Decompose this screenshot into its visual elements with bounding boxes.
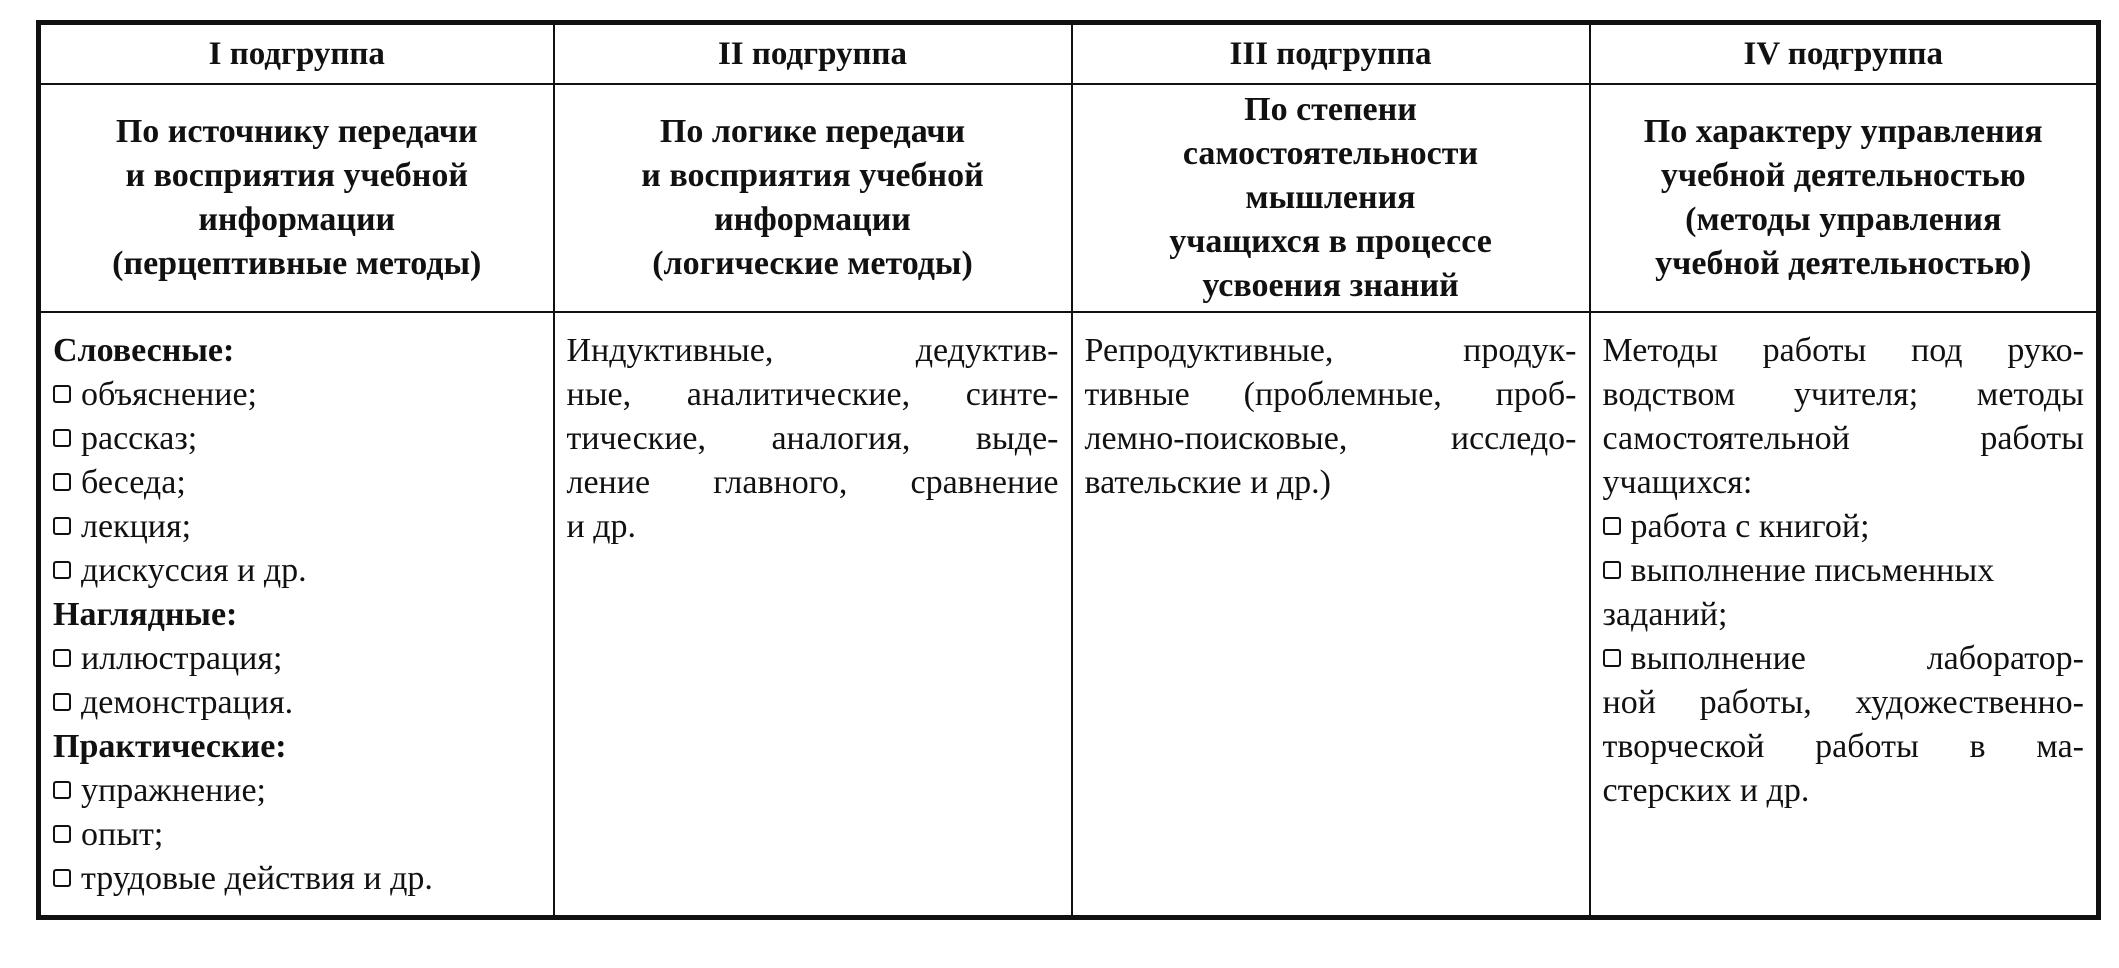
text-line: и др. bbox=[566, 508, 636, 545]
criterion-3-cell bbox=[1072, 84, 1590, 312]
text-line: вательские и др.) bbox=[1084, 464, 1331, 501]
list-item-continuation: творческой работы в ма- bbox=[1602, 728, 2084, 765]
hollow-square-bullet-icon bbox=[53, 781, 71, 799]
criterion-line: По источнику передачи bbox=[115, 113, 478, 150]
hollow-square-bullet-icon bbox=[53, 429, 71, 447]
criterion-line: и восприятия учебной bbox=[641, 157, 984, 194]
text-line: ление главного, сравнение bbox=[566, 464, 1059, 501]
criterion-line: По логике передачи bbox=[659, 113, 966, 150]
criterion-line: (методы управления bbox=[1685, 201, 2002, 238]
criterion-4-cell bbox=[1590, 84, 2099, 312]
subgroup-4-header: IV подгруппа bbox=[1590, 23, 2099, 85]
text-line: самостоятельной работы bbox=[1602, 420, 2084, 457]
criterion-line: усвоения знаний bbox=[1202, 267, 1459, 304]
hollow-square-bullet-icon bbox=[1603, 517, 1621, 535]
criterion-line: (логические методы) bbox=[652, 245, 973, 282]
subgroup-2-header: II подгруппа bbox=[554, 23, 1072, 85]
hollow-square-bullet-icon bbox=[53, 825, 71, 843]
list-item bbox=[1603, 549, 2085, 593]
text-line: тивные (проблемные, проб- bbox=[1084, 376, 1577, 413]
list-item-text: опыт; bbox=[81, 816, 164, 853]
hollow-square-bullet-icon bbox=[1603, 649, 1621, 667]
hollow-square-bullet-icon bbox=[53, 649, 71, 667]
text-line: лемно-поисковые, исследо- bbox=[1084, 420, 1577, 457]
hollow-square-bullet-icon bbox=[53, 473, 71, 491]
list-item-text: работа с книгой; bbox=[1630, 508, 1870, 545]
hollow-square-bullet-icon bbox=[53, 385, 71, 403]
list-item-text: лекция; bbox=[81, 508, 192, 545]
criterion-line: (перцептивные методы) bbox=[112, 245, 482, 282]
list-item bbox=[1603, 505, 2085, 549]
list-item-text: объяснение; bbox=[81, 376, 257, 413]
text-line: учащихся: bbox=[1602, 464, 1753, 501]
criterion-1-cell bbox=[39, 84, 554, 312]
subgroup-1-header: I подгруппа bbox=[39, 23, 554, 85]
criterion-line: и восприятия учебной bbox=[125, 157, 468, 194]
text-line: Методы работы под руко- bbox=[1602, 332, 2084, 369]
list-item-text: дискуссия и др. bbox=[81, 552, 307, 589]
list-item-text: упражнение; bbox=[81, 772, 266, 809]
list-item-text: выполнение лаборатор- bbox=[1630, 640, 2084, 677]
criterion-line: информации bbox=[714, 201, 911, 238]
list-item-text: иллюстрация; bbox=[81, 640, 283, 677]
methods-row bbox=[39, 312, 2099, 918]
teaching-methods-table bbox=[36, 20, 2101, 920]
category-verbal-title: Словесные: bbox=[53, 332, 235, 369]
list-item bbox=[53, 769, 541, 813]
hollow-square-bullet-icon bbox=[1603, 561, 1621, 579]
list-item bbox=[53, 549, 541, 593]
list-item bbox=[1603, 637, 2085, 681]
list-item-continuation: ной работы, художественно- bbox=[1602, 684, 2084, 721]
criterion-line: информации bbox=[198, 201, 396, 238]
list-item-text: рассказ; bbox=[81, 420, 198, 457]
criterion-line: По характеру управления bbox=[1643, 113, 2043, 150]
list-item bbox=[53, 417, 541, 461]
list-item bbox=[53, 461, 541, 505]
criterion-line: По степени bbox=[1244, 91, 1417, 128]
list-item bbox=[53, 857, 541, 901]
list-item bbox=[53, 813, 541, 857]
criterion-line: учебной деятельностью bbox=[1660, 157, 2026, 194]
subgroup-3-header: III подгруппа bbox=[1072, 23, 1590, 85]
criteria-row bbox=[39, 84, 2099, 312]
list-item-text: выполнение письменных bbox=[1630, 552, 1995, 589]
list-item-text: беседа; bbox=[81, 464, 186, 501]
criterion-line: самостоятельности bbox=[1182, 135, 1479, 172]
hollow-square-bullet-icon bbox=[53, 517, 71, 535]
subgroup-header-row bbox=[39, 23, 2099, 85]
text-line: водством учителя; методы bbox=[1602, 376, 2084, 413]
hollow-square-bullet-icon bbox=[53, 561, 71, 579]
hollow-square-bullet-icon bbox=[53, 693, 71, 711]
list-item bbox=[53, 637, 541, 681]
list-item-continuation: заданий; bbox=[1602, 596, 1728, 633]
methods-cell-logical bbox=[554, 312, 1072, 918]
text-line: тические, аналогия, выде- bbox=[566, 420, 1059, 457]
category-visual-title: Наглядные: bbox=[53, 596, 238, 633]
hollow-square-bullet-icon bbox=[53, 869, 71, 887]
category-practical-title: Практические: bbox=[53, 728, 287, 765]
methods-cell-perceptive bbox=[39, 312, 554, 918]
text-line: Репродуктивные, продук- bbox=[1084, 332, 1577, 369]
methods-cell-independence bbox=[1072, 312, 1590, 918]
text-line: Индуктивные, дедуктив- bbox=[566, 332, 1059, 369]
list-item bbox=[53, 373, 541, 417]
methods-cell-management bbox=[1590, 312, 2099, 918]
list-item-continuation: стерских и др. bbox=[1602, 772, 1810, 809]
list-item-text: демонстрация. bbox=[81, 684, 294, 721]
criterion-2-cell bbox=[554, 84, 1072, 312]
list-item-text: трудовые действия и др. bbox=[81, 860, 433, 897]
criterion-line: учебной деятельностью) bbox=[1655, 245, 2032, 282]
text-line: ные, аналитические, синте- bbox=[566, 376, 1059, 413]
list-item bbox=[53, 505, 541, 549]
criterion-line: учащихся в процессе bbox=[1169, 223, 1492, 260]
criterion-line: мышления bbox=[1245, 179, 1416, 216]
list-item bbox=[53, 681, 541, 725]
